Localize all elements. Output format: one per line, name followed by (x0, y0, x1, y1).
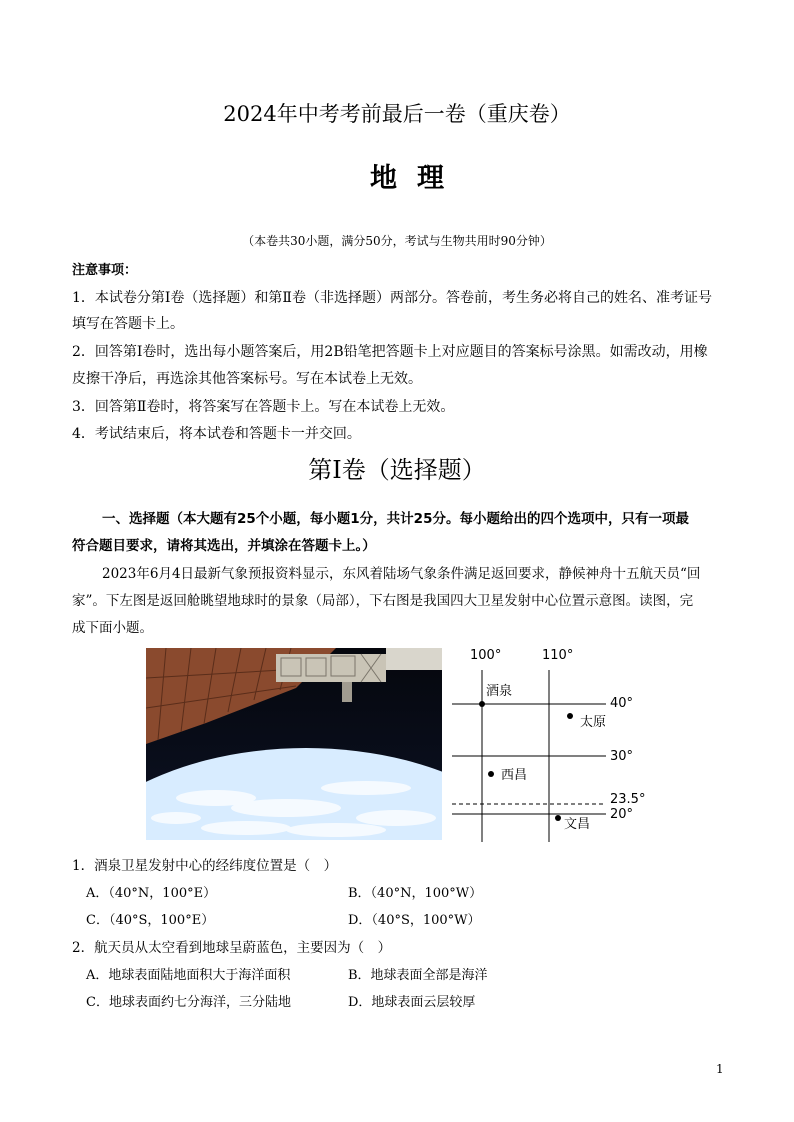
exam-info: （本卷共30小题，满分50分，考试与生物共用时90分钟） (242, 234, 552, 248)
question-1-option-d: D．（40°S，100°W） (348, 913, 481, 928)
earth-from-space-photo (146, 648, 442, 840)
lon-label-110: 110° (542, 648, 574, 663)
question-1-option-b: B．（40°N，100°W） (348, 886, 483, 901)
stem-line: 家”。下左图是返回舱眺望地球时的景象（局部），下右图是我国四大卫星发射中心位置示意图。读图，完 (72, 593, 694, 609)
notice-line: 1．本试卷分第Ⅰ卷（选择题）和第Ⅱ卷（非选择题）两部分。答卷前，考生务必将自己的姓名、准考证号 (72, 290, 712, 306)
section-instructions: 一、选择题（本大题有25个小题，每小题1分，共计25分。每小题给出的四个选项中，只有一项最 (102, 511, 689, 527)
xichang-dot (488, 771, 494, 777)
question-1-stem: 1．酒泉卫星发射中心的经纬度位置是（ ） (72, 858, 338, 874)
subject-title: 地理 (370, 163, 464, 194)
notice-heading: 注意事项： (72, 263, 138, 278)
notice-line: 填写在答题卡上。 (72, 316, 184, 332)
site-jiuquan: 酒泉 (486, 684, 513, 699)
taiyuan-dot (567, 713, 573, 719)
site-xichang: 西昌 (501, 768, 528, 783)
lat-label-40: 40° (610, 696, 634, 711)
stem-line: 成下面小题。 (72, 620, 153, 636)
lon-label-100: 100° (470, 648, 502, 663)
notice-line: 2．回答第Ⅰ卷时，选出每小题答案后，用2B铅笔把答题卡上对应题目的答案标号涂黑。如需改动，用橡 (72, 344, 708, 360)
site-wenchang: 文昌 (564, 817, 591, 832)
section-instructions-cont: 符合题目要求，请将其选出，并填涂在答题卡上。） (72, 538, 376, 554)
question-2-option-b: B．地球表面全部是海洋 (348, 968, 488, 983)
section-title: 第Ⅰ卷（选择题） (308, 456, 486, 484)
jiuquan-dot (479, 701, 485, 707)
question-1-option-a: A．（40°N，100°E） (86, 886, 217, 901)
question-2-option-a: A．地球表面陆地面积大于海洋面积 (86, 968, 291, 983)
notice-line: 皮擦干净后，再选涂其他答案标号。写在本试卷上无效。 (72, 371, 422, 387)
stem-line: 2023年6月4日最新气象预报资料显示，东风着陆场气象条件满足返回要求，静候神舟十五航天员“回 (102, 566, 701, 582)
question-2-option-c: C．地球表面约七分海洋，三分陆地 (86, 995, 291, 1010)
notice-line: 4．考试结束后，将本试卷和答题卡一并交回。 (72, 426, 361, 442)
site-taiyuan: 太原 (580, 715, 607, 730)
page-number: 1 (716, 1062, 724, 1076)
notice-line: 3．回答第Ⅱ卷时，将答案写在答题卡上。写在本试卷上无效。 (72, 399, 455, 415)
lat-label-23-5: 23.5° (610, 792, 646, 807)
launch-center-map (446, 642, 646, 848)
lat-label-20: 20° (610, 807, 634, 822)
wenchang-dot (555, 815, 561, 821)
question-2-stem: 2．航天员从太空看到地球呈蔚蓝色，主要因为（ ） (72, 940, 392, 956)
lat-label-30: 30° (610, 749, 634, 764)
question-2-option-d: D．地球表面云层较厚 (348, 995, 476, 1010)
exam-title: 2024年中考考前最后一卷（重庆卷） (223, 102, 571, 126)
question-1-option-c: C．（40°S，100°E） (86, 913, 215, 928)
